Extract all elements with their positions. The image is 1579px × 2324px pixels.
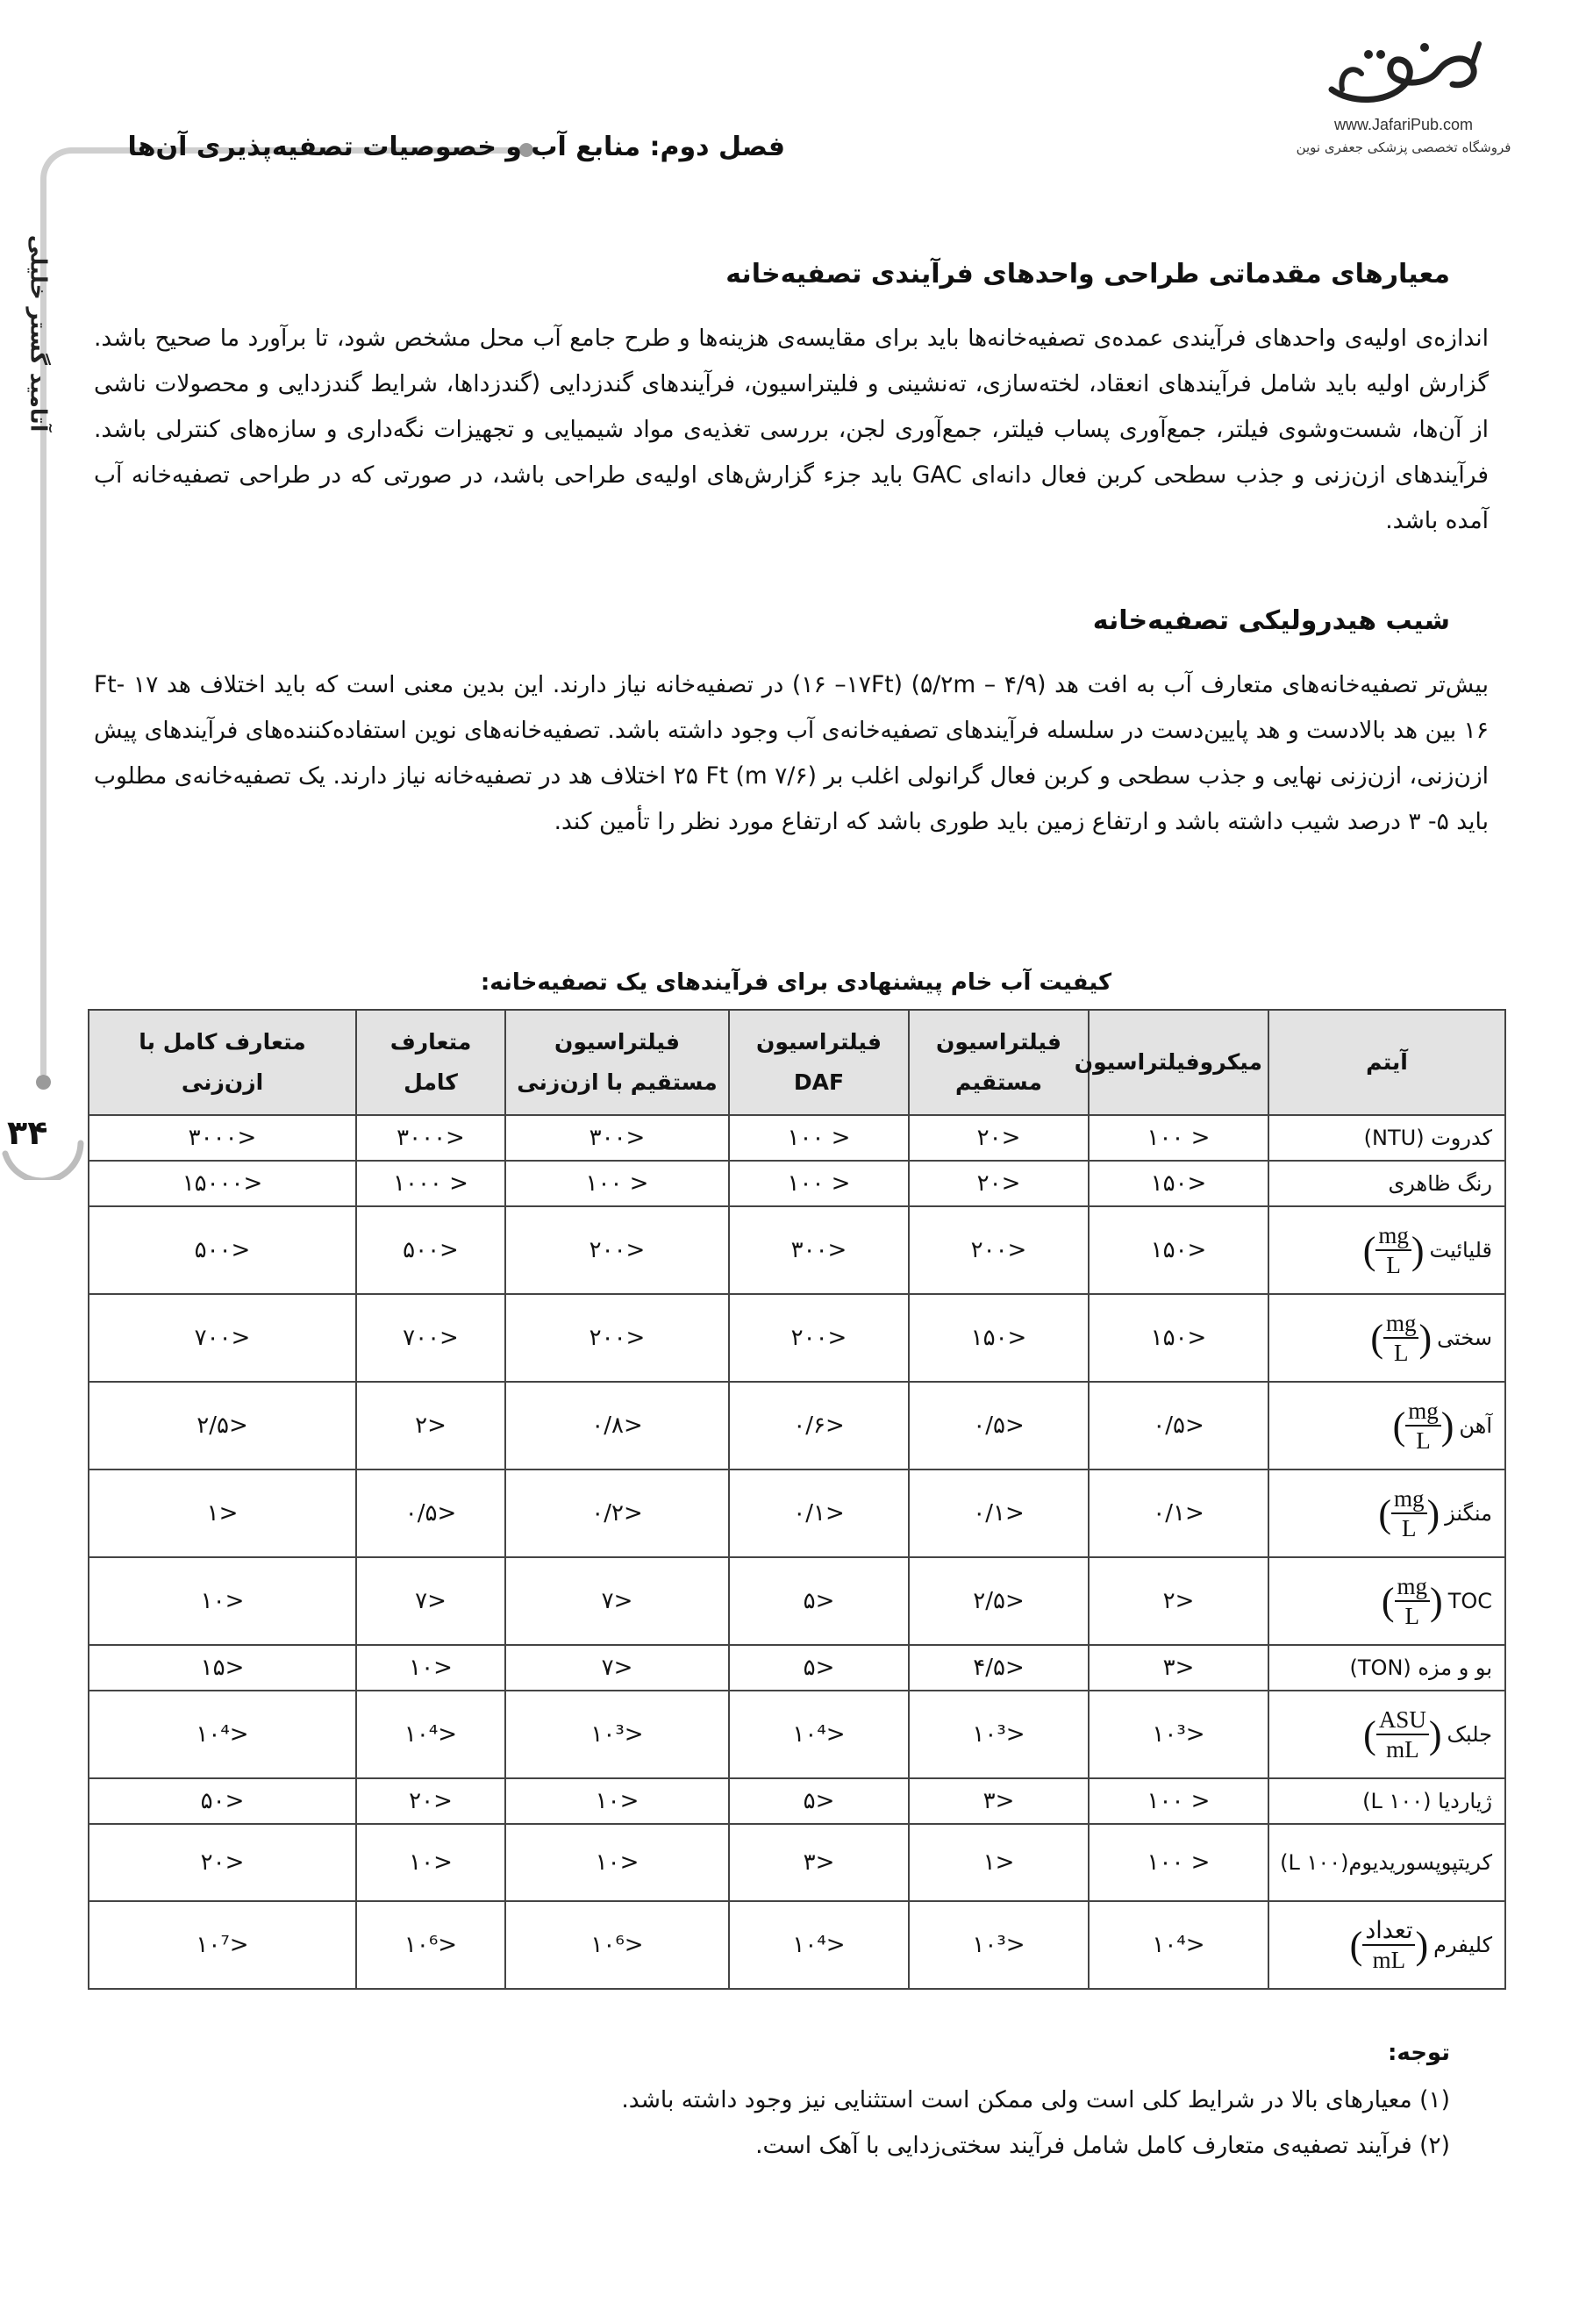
table-value-cell: <۰/۵ (356, 1469, 505, 1557)
item-label-group (1362, 1789, 1492, 1813)
table-value-cell: <۷ (356, 1557, 505, 1645)
table-header-cell: فیلتراسیون مستقیم (909, 1010, 1089, 1115)
table-value-cell: <۳۰۰ (505, 1115, 729, 1161)
item-label: TOC (1447, 1589, 1492, 1613)
table-value-cell: <۱۰⁷ (89, 1901, 356, 1989)
table-value-cell: <۵۰۰ (89, 1206, 356, 1294)
table-item-cell (1268, 1778, 1505, 1824)
table-value-cell: <۲۰ (356, 1778, 505, 1824)
table-value-cell: <۱۰ (505, 1824, 729, 1901)
table-value-cell: <۰/۱ (729, 1469, 909, 1557)
table-header-cell: فیلتراسیون مستقیم با ازن‌زنی (505, 1010, 729, 1115)
table-value-cell: <۷۰۰ (356, 1294, 505, 1382)
table-value-cell: <۰/۶ (729, 1382, 909, 1469)
item-label-group (1280, 1850, 1492, 1875)
table-value-cell: <۰/۵ (909, 1382, 1089, 1469)
item-label: منگنز (1445, 1501, 1492, 1526)
chapter-title: فصل دوم: منابع آب و خصوصیات تصفیه‌پذیری آن‌ها (127, 132, 785, 162)
unit-fraction: $\frac{mg}{L}$ (1383, 1309, 1419, 1367)
table-value-cell: <۴/۵ (909, 1645, 1089, 1691)
table-row (89, 1206, 1505, 1294)
table-value-cell: < ۱۰۰ (1089, 1115, 1268, 1161)
page-number-badge (0, 1092, 88, 1180)
table-value-cell: <۵۰۰ (356, 1206, 505, 1294)
table-value-cell: <۲ (356, 1382, 505, 1469)
item-label: آهن (1459, 1413, 1492, 1438)
table-value-cell: <۱۵۰ (1089, 1206, 1268, 1294)
item-label-group (1364, 1126, 1492, 1150)
unit-fraction: $\frac{mg}{L}$ (1375, 1221, 1411, 1279)
unit-fraction: $\frac{\text{تعداد}}{mL}$ (1362, 1916, 1415, 1974)
table-value-cell: <۱۰³ (909, 1901, 1089, 1989)
table-item-cell (1268, 1901, 1505, 1989)
table-value-cell: <۲۰ (89, 1824, 356, 1901)
table-value-cell: <۱۰³ (505, 1691, 729, 1778)
item-label: کریتپوپسوریدیوم(L ۱۰۰) (1280, 1850, 1492, 1875)
publisher-logo (1290, 35, 1518, 175)
table-value-cell: <۲۰ (909, 1161, 1089, 1206)
table-header-row (89, 1010, 1505, 1115)
table-value-cell: <۱۰⁶ (356, 1901, 505, 1989)
notes-title: توجه: (1388, 2040, 1450, 2066)
table-header-cell: میکروفیلتراسیون (1089, 1010, 1268, 1115)
table-row (89, 1645, 1505, 1691)
table-header-cell: متعارف کامل با ازن‌زنی (89, 1010, 356, 1115)
item-label: جلبک (1447, 1722, 1492, 1747)
unit-fraction: $\frac{\text{ASU}}{mL}$ (1376, 1705, 1429, 1763)
table-value-cell: <۱۰⁴ (356, 1691, 505, 1778)
table-item-cell (1268, 1206, 1505, 1294)
item-label-group (1350, 1655, 1492, 1680)
table-value-cell: <۰/۱ (909, 1469, 1089, 1557)
table-header-cell: آیتم (1268, 1010, 1505, 1115)
table-value-cell: <۲۰ (909, 1115, 1089, 1161)
table-item-cell (1268, 1557, 1505, 1645)
item-unit: ( $\frac{mg}{L}$ ) (1392, 1398, 1454, 1454)
table-item-cell (1268, 1691, 1505, 1778)
table-value-cell: <۰/۱ (1089, 1469, 1268, 1557)
table-value-cell: <۱۵۰ (909, 1294, 1089, 1382)
table-value-cell: <۲/۵ (89, 1382, 356, 1469)
table-item-cell (1268, 1469, 1505, 1557)
table-value-cell: <۲۰۰ (505, 1294, 729, 1382)
table-value-cell: <۱۵۰۰۰ (89, 1161, 356, 1206)
table-row (89, 1778, 1505, 1824)
table-caption: کیفیت آب خام پیشنهادی برای فرآیندهای یک تصفیه‌خانه: (480, 969, 1112, 996)
note-item: (۲) فرآیند تصفیه‌ی متعارف کامل شامل فرآیند سختی‌زدایی با آهک است. (755, 2132, 1450, 2159)
table-value-cell: <۲/۵ (909, 1557, 1089, 1645)
table-value-cell: < ۱۰۰ (729, 1115, 909, 1161)
table-item-cell (1268, 1161, 1505, 1206)
table-row (89, 1691, 1505, 1778)
item-label: رنگ ظاهری (1388, 1171, 1492, 1196)
table-value-cell: <۳ (729, 1824, 909, 1901)
table-body (89, 1115, 1505, 1989)
table-value-cell: <۱۵۰ (1089, 1294, 1268, 1382)
table-value-cell: <۱۰⁴ (729, 1691, 909, 1778)
item-label: بو و مزه (TON) (1349, 1655, 1492, 1680)
table-value-cell: <۱۰⁴ (1089, 1901, 1268, 1989)
table-value-cell: <۵ (729, 1557, 909, 1645)
table-value-cell: < ۱۰۰۰ (356, 1161, 505, 1206)
item-unit: ( $\frac{mg}{L}$ ) (1362, 1222, 1425, 1278)
publisher-logo-mark (1316, 35, 1491, 114)
item-unit: ( $\frac{mg}{L}$ ) (1378, 1485, 1440, 1541)
table-row (89, 1901, 1505, 1989)
table-item-cell (1268, 1294, 1505, 1382)
table-value-cell: <۱۰ (356, 1645, 505, 1691)
item-label-group (1350, 1916, 1492, 1974)
side-author-label (19, 206, 58, 461)
table-item-cell (1268, 1382, 1505, 1469)
table-value-cell: <۱۰⁴ (729, 1901, 909, 1989)
table-header-cell: فیلتراسیون DAF (729, 1010, 909, 1115)
item-unit: ( $\frac{mg}{L}$ ) (1370, 1310, 1433, 1366)
table-value-cell: <۱۰ (89, 1557, 356, 1645)
table-value-cell: < ۱۰۰ (1089, 1824, 1268, 1901)
unit-fraction: $\frac{mg}{L}$ (1391, 1484, 1427, 1542)
item-unit: ( $\frac{mg}{L}$ ) (1381, 1573, 1443, 1629)
item-label-group (1363, 1705, 1492, 1763)
item-label-group (1370, 1309, 1492, 1367)
section-paragraph-design-criteria: اندازه‌ی اولیه‌ی واحدهای فرآیندی عمده‌ی تصفیه‌خانه‌ها باید برای مقایسه‌ی هزینه‌ها و طرح جامع آب محل مشخص شود، تا برآورد ما صحیح باشد. گزارش اولیه باید شامل فرآیندهای انعقاد، لخته‌سازی، ته‌نشینی و فلیتراسیون، فرآیندهای گندزدایی (گندزداها، شرایط گندزدایی و محصولات ناشی از آن‌ها، شست‌وشوی فیلتر، جمع‌آوری پساب فیلتر، جمع‌آوری لجن، بررسی تغذیه‌ی مواد شیمیایی و تجهیزات نگه‌داری و سازه‌های کنترلی باشد. فرآیندهای ازن‌زنی و جذب سطحی کربن فعال دانه‌ای GAC باید جزء گزارش‌های اولیه‌ی طراحی باشد، در صورتی که در طراحی تصفیه‌خانه آب آمده باشد. (94, 325, 1489, 534)
section-paragraph-hydraulic-slope: بیش‌تر تصفیه‌خانه‌های متعارف آب به افت هد (۴/۹ – ۵/۲m) (۱۶ –۱۷Ft) در تصفیه‌خانه نیاز دارند. این بدین معنی است که باید اختلاف هد ۱۷ -Ft ۱۶ بین هد بالادست و هد پایین‌دست در سلسله فرآیندهای تصفیه‌خانه‌ی آب وجود داشته باشد. تصفیه‌خانه‌های نوین استفاده‌کننده‌های فرآیندهای پیش ازن‌زنی، ازن‌زنی نهایی و جذب سطحی و کربن فعال گرانولی اغلب بر (۷/۶ m) ۲۵ Ft اختلاف هد در تصفیه‌خانه نیاز دارند. یک تصفیه‌خانه‌ی مطلوب باید ۵- ۳ درصد شیب داشته باشد و ارتفاع زمین باید طوری باشد که ارتفاع مورد نظر را تأمین کند. (94, 671, 1489, 835)
table-row (89, 1294, 1505, 1382)
table-row (89, 1115, 1505, 1161)
unit-fraction: $\frac{mg}{L}$ (1405, 1397, 1441, 1455)
table-value-cell: <۷ (505, 1645, 729, 1691)
table-value-cell: <۲۰۰ (505, 1206, 729, 1294)
table-value-cell: <۰/۵ (1089, 1382, 1268, 1469)
item-label: ژیاردیا (L ۱۰۰) (1362, 1789, 1492, 1813)
section-heading-design-criteria: معیارهای مقدماتی طراحی واحدهای فرآیندی تصفیه‌خانه (725, 259, 1450, 290)
table-value-cell: < ۱۰۰ (505, 1161, 729, 1206)
table-row (89, 1382, 1505, 1469)
table-item-cell (1268, 1645, 1505, 1691)
table-header-cell: متعارف کامل (356, 1010, 505, 1115)
table-value-cell: <۱۰³ (909, 1691, 1089, 1778)
table-row (89, 1557, 1505, 1645)
side-author-text: آتامید گستر خلیلی (25, 234, 52, 433)
table-value-cell: <۵ (729, 1778, 909, 1824)
table-value-cell: <۳ (1089, 1645, 1268, 1691)
table-row (89, 1161, 1505, 1206)
frame-curve (40, 147, 82, 206)
table-value-cell: <۲۰۰ (909, 1206, 1089, 1294)
publisher-url: www.JafariPub.com (1333, 116, 1474, 133)
table-value-cell: <۱۵۰ (1089, 1161, 1268, 1206)
table-row (89, 1469, 1505, 1557)
page-number: ۳۴ (7, 1113, 48, 1152)
table-value-cell: <۱۰⁶ (505, 1901, 729, 1989)
table-item-cell (1268, 1115, 1505, 1161)
table-value-cell: <۷۰۰ (89, 1294, 356, 1382)
item-label-group (1382, 1572, 1492, 1630)
item-label-group (1389, 1171, 1492, 1196)
table-value-cell: <۱۰ (356, 1824, 505, 1901)
table-value-cell: < ۱۰۰ (729, 1161, 909, 1206)
item-unit: ( $\frac{\text{ASU}}{mL}$ ) (1363, 1706, 1442, 1763)
table-value-cell: <۱۰³ (1089, 1691, 1268, 1778)
table-value-cell: <۳ (909, 1778, 1089, 1824)
item-label: قلیائیت (1429, 1238, 1492, 1262)
item-label: کلیفرم (1433, 1933, 1492, 1957)
table-value-cell: <۳۰۰ (729, 1206, 909, 1294)
table-value-cell: <۲ (1089, 1557, 1268, 1645)
note-item: (۱) معیارهای بالا در شرایط کلی است ولی ممکن است استثنایی نیز وجود داشته باشد. (621, 2086, 1450, 2113)
table-value-cell: <۷ (505, 1557, 729, 1645)
raw-water-quality-table (88, 1009, 1506, 1990)
item-label-group (1378, 1484, 1492, 1542)
table-value-cell: <۱ (89, 1469, 356, 1557)
table-value-cell: <۳۰۰۰ (89, 1115, 356, 1161)
table-value-cell: <۰/۸ (505, 1382, 729, 1469)
item-label-group (1363, 1221, 1492, 1279)
table-value-cell: <۱۵ (89, 1645, 356, 1691)
section-heading-hydraulic-slope: شیب هیدرولیکی تصفیه‌خانه (1092, 605, 1450, 636)
table-row (89, 1824, 1505, 1901)
item-label: سختی (1437, 1326, 1492, 1350)
table-value-cell: <۵۰ (89, 1778, 356, 1824)
table-value-cell: <۱۰⁴ (89, 1691, 356, 1778)
table-value-cell: < ۱۰۰ (1089, 1778, 1268, 1824)
table-value-cell: <۲۰۰ (729, 1294, 909, 1382)
table-value-cell: <۵ (729, 1645, 909, 1691)
publisher-subtitle: فروشگاه تخصصی پزشکی جعفری نوین (1296, 139, 1511, 155)
item-label-group (1393, 1397, 1492, 1455)
table-value-cell: <۱۰ (505, 1778, 729, 1824)
item-unit: ( $\frac{\text{تعداد}}{mL}$ ) (1349, 1917, 1429, 1973)
item-label: کدروت (NTU) (1363, 1126, 1492, 1150)
table-item-cell (1268, 1824, 1505, 1901)
table-value-cell: <۱ (909, 1824, 1089, 1901)
side-rule-dot (36, 1075, 51, 1090)
table-value-cell: <۳۰۰۰ (356, 1115, 505, 1161)
unit-fraction: $\frac{mg}{L}$ (1395, 1572, 1431, 1630)
table-value-cell: <۰/۲ (505, 1469, 729, 1557)
